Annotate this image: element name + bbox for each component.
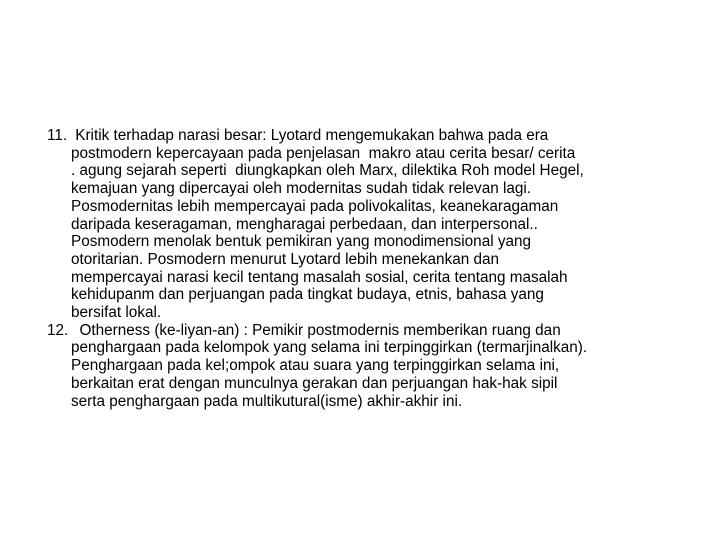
item-line: otoritarian. Posmodern menurut Lyotard lebih menekankan dan xyxy=(71,250,499,268)
item-line: bersifat lokal. xyxy=(71,304,162,322)
item-line: kemajuan yang dipercayai oleh modernitas sudah tidak relevan lagi. xyxy=(71,180,532,198)
item-line: mempercayai narasi kecil tentang masalah sosial, cerita tentang masalah xyxy=(71,268,568,286)
item-line: Posmodernitas lebih mempercayai pada polivokalitas, keanekaragaman xyxy=(71,197,559,215)
item-number: 12. xyxy=(47,321,69,339)
item-line: berkaitan erat dengan munculnya gerakan dan perjuangan hak-hak sipil xyxy=(71,374,558,392)
item-line: serta penghargaan pada multikutural(isme) akhir-akhir ini. xyxy=(71,392,463,410)
item-line: penghargaan pada kelompok yang selama ini terpinggirkan (termarjinalkan). xyxy=(71,339,588,357)
item-line: daripada keseragaman, mengharagai perbedaan, dan interpersonal.. xyxy=(71,215,538,233)
item-line: kehidupanm dan perjuangan pada tingkat budaya, etnis, bahasa yang xyxy=(71,286,544,304)
item-line: Kritik terhadap narasi besar: Lyotard mengemukakan bahwa pada era xyxy=(71,127,549,144)
item-line: Penghargaan pada kel;ompok atau suara yang terpinggirkan selama ini, xyxy=(71,357,560,375)
text-body xyxy=(47,127,712,410)
item-line: . agung sejarah seperti diungkapkan oleh Marx, dilektika Roh model Hegel, xyxy=(71,162,584,180)
list-item-12 xyxy=(47,322,712,411)
item-line: postmodern kepercayaan pada penjelasan makro atau cerita besar/ cerita xyxy=(71,144,576,162)
item-line: Otherness (ke-liyan-an) : Pemikir postmodernis memberikan ruang dan xyxy=(71,321,561,339)
list-item-11 xyxy=(47,127,712,322)
item-line: Posmodern menolak bentuk pemikiran yang monodimensional yang xyxy=(71,233,532,251)
item-number: 11. xyxy=(47,127,68,144)
